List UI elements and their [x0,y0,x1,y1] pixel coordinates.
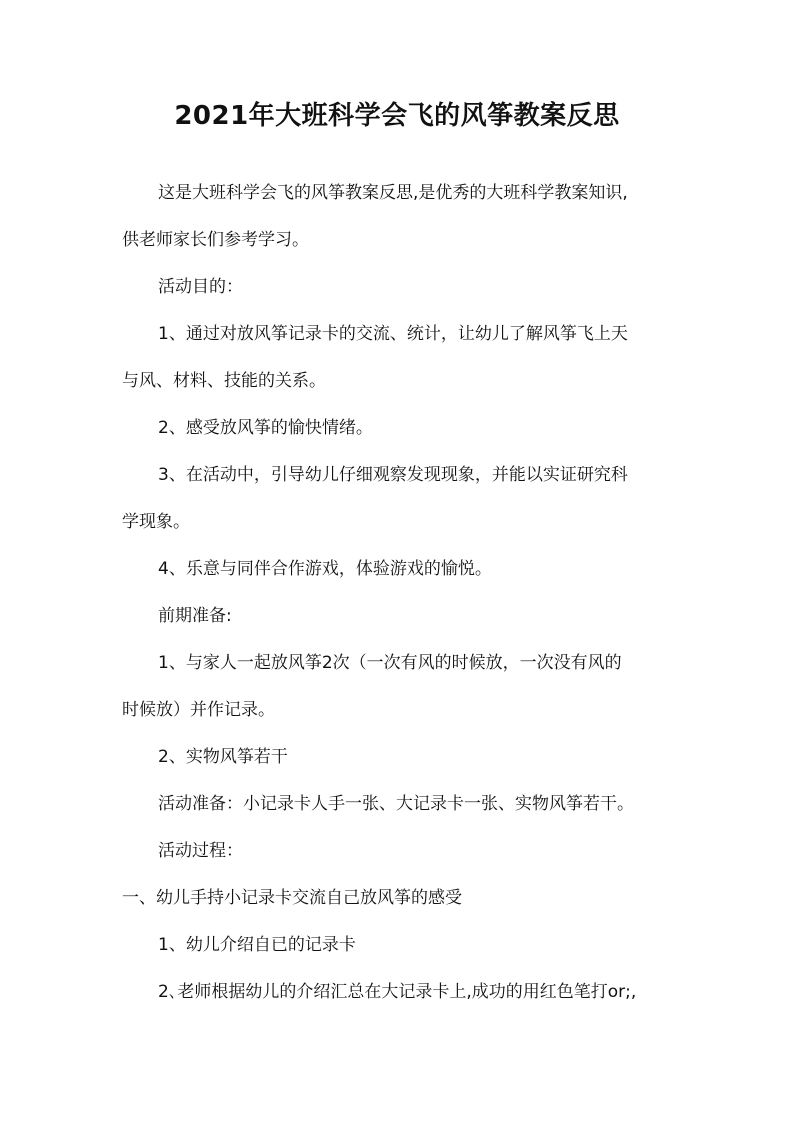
body-text [122,170,682,1016]
text-line: 供老师家长们参考学习。 [122,230,309,250]
text-line: 一、幼儿手持小记录卡交流自己放风筝的感受 [122,888,462,908]
text-line: 4、乐意与同伴合作游戏，体验游戏的愉悦。 [158,559,492,579]
text-line: 2、感受放风筝的愉快情绪。 [158,418,373,438]
text-line: 2、实物风筝若干 [158,747,288,767]
document-title: 2021年大班科学会飞的风筝教案反思 [174,101,620,131]
text-line: 3、在活动中，引导幼儿仔细观察发现现象，并能以实证研究科 [158,465,628,485]
text-line: 活动过程： [158,841,243,861]
text-line: 1、幼儿介绍自已的记录卡 [158,935,356,955]
text-line: 1、与家人一起放风筝2次（一次有风的时候放，一次没有风的 [158,653,622,673]
text-line: 这是大班科学会飞的风筝教案反思,是优秀的大班科学教案知识, [158,183,628,203]
text-line: 学现象。 [122,512,190,532]
text-line: 活动目的： [158,277,243,297]
text-line: 时候放）并作记录。 [122,700,275,720]
text-line: 与风、材料、技能的关系。 [122,371,326,391]
text-line: 1、通过对放风筝记录卡的交流、统计，让幼儿了解风筝飞上天 [158,324,628,344]
text-line: 活动准备：小记录卡人手一张、大记录卡一张、实物风筝若干。 [158,794,634,814]
text-line: 2､老师根据幼儿的介绍汇总在大记录卡上,成功的用红色笔打or;, [158,982,637,1002]
text-line: 前期准备: [158,606,232,626]
